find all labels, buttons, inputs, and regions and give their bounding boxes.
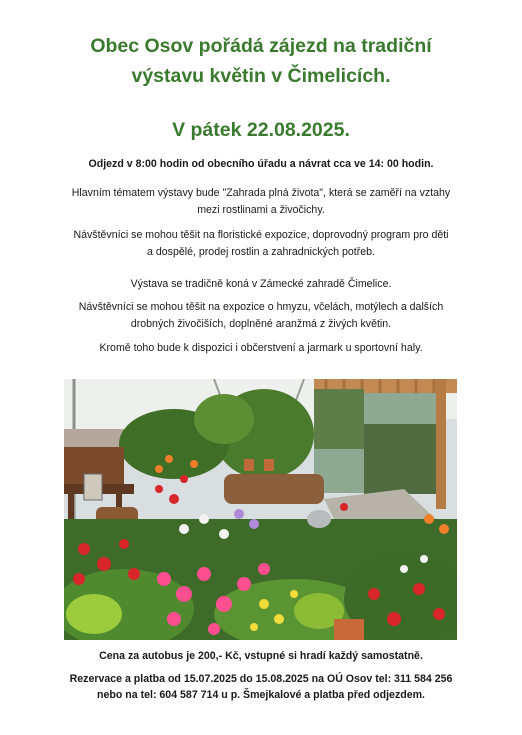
insects-line-2: drobných živočiších, doplněné aranžmá z živých květin.: [130, 318, 392, 330]
title-line-1: Obec Osov pořádá zájezd na tradiční: [90, 35, 432, 57]
departure-info: Odjezd v 8:00 hodin od obecního úřadu a návrat cca ve 14: 00 hodin.: [88, 158, 434, 170]
extras-info: Kromě toho bude k dispozici i občerstvení a jarmark u sportovní haly.: [99, 342, 423, 354]
program-line-1: Návštěvníci se mohou těšit na floristické expozice, doprovodný program pro děti: [73, 229, 449, 241]
insects-line-1: Návštěvníci se mohou těšit na expozice o hmyzu, včelách, motýlech a dalších: [78, 301, 444, 313]
program-line-2: a dospělé, prodej rostlin a zahradnických potřeb.: [147, 246, 375, 258]
theme-line-2: mezi rostlinami a živočichy.: [197, 204, 325, 216]
venue-info: Výstava se tradičně koná v Zámecké zahradě Čimelice.: [130, 278, 392, 290]
theme-line-1: Hlavním tématem výstavy bude "Zahrada plná života", která se zaměří na vztahy: [71, 187, 451, 199]
reservation-line-2: nebo na tel: 604 587 714 u p. Šmejkalové a platba před odjezdem.: [97, 689, 425, 701]
flower-exhibition-photo: [64, 379, 457, 640]
title-line-2: výstavu květin v Čimelicích.: [131, 65, 391, 87]
reservation-line-1: Rezervace a platba od 15.07.2025 do 15.08.2025 na OÚ Osov tel: 311 584 256: [69, 673, 453, 685]
price-info: Cena za autobus je 200,- Kč, vstupné si hradí každý samostatně.: [99, 650, 423, 662]
event-date: V pátek 22.08.2025.: [172, 119, 350, 141]
